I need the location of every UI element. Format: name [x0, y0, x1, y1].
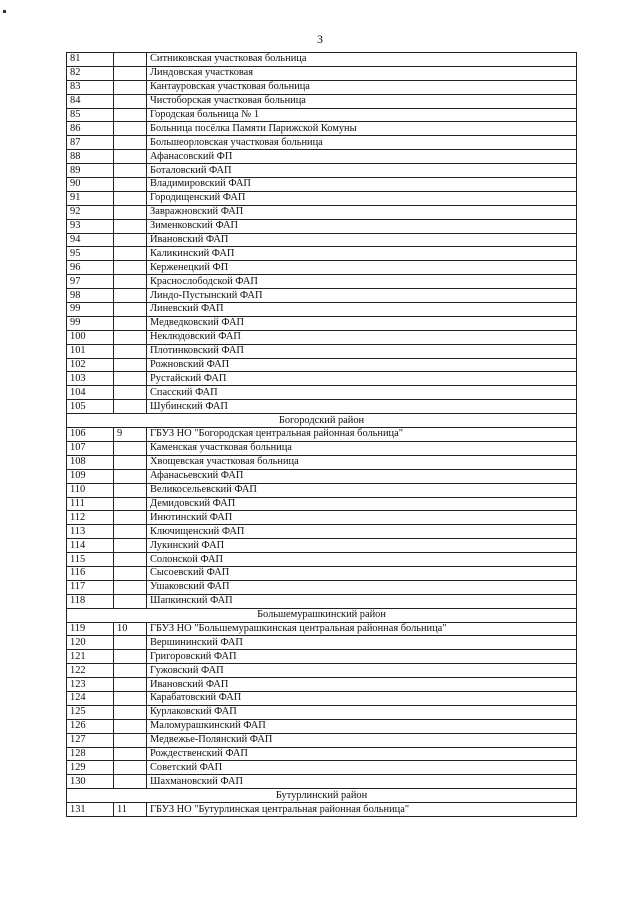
- table-row: [67, 455, 577, 469]
- table-row: [67, 386, 577, 400]
- row-number: 108: [67, 455, 114, 469]
- row-number: 130: [67, 775, 114, 789]
- district-number: [114, 205, 147, 219]
- table-row: [67, 66, 577, 80]
- facility-name: Хвощевская участковая больница: [147, 455, 577, 469]
- facility-name: Завражновский ФАП: [147, 205, 577, 219]
- district-number: [114, 150, 147, 164]
- table-row: [67, 497, 577, 511]
- row-number: 105: [67, 400, 114, 414]
- district-number: [114, 358, 147, 372]
- table-row: [67, 469, 577, 483]
- row-number: 117: [67, 580, 114, 594]
- row-number: 109: [67, 469, 114, 483]
- row-number: 83: [67, 80, 114, 94]
- facility-name: Спасский ФАП: [147, 386, 577, 400]
- table-row: [67, 344, 577, 358]
- facility-name: Городская больница № 1: [147, 108, 577, 122]
- row-number: 91: [67, 191, 114, 205]
- facility-name: Медведковский ФАП: [147, 316, 577, 330]
- table-row: [67, 636, 577, 650]
- table-row: [67, 289, 577, 303]
- facility-name: Плотинковский ФАП: [147, 344, 577, 358]
- table-row: [67, 122, 577, 136]
- district-number: [114, 539, 147, 553]
- table-row: [67, 525, 577, 539]
- district-number: [114, 386, 147, 400]
- row-number: 125: [67, 705, 114, 719]
- row-number: 131: [67, 803, 114, 817]
- table-row: [67, 622, 577, 636]
- row-number: 116: [67, 566, 114, 580]
- district-number: [114, 53, 147, 67]
- row-number: 112: [67, 511, 114, 525]
- district-number: [114, 108, 147, 122]
- facility-name: Рождественский ФАП: [147, 747, 577, 761]
- facility-name: Линдовская участковая: [147, 66, 577, 80]
- facility-name: ГБУЗ НО "Бутурлинская центральная районная больница": [147, 803, 577, 817]
- district-number: [114, 566, 147, 580]
- row-number: 114: [67, 539, 114, 553]
- row-number: 82: [67, 66, 114, 80]
- table-row: [67, 247, 577, 261]
- district-number: [114, 344, 147, 358]
- facility-name: Григоровский ФАП: [147, 650, 577, 664]
- row-number: 106: [67, 428, 114, 442]
- facility-name: Кантауровская участковая больница: [147, 80, 577, 94]
- district-number: [114, 664, 147, 678]
- facility-name: Шубинский ФАП: [147, 400, 577, 414]
- facility-name: Зименковский ФАП: [147, 219, 577, 233]
- facility-name: Солонской ФАП: [147, 553, 577, 567]
- district-number: 11: [114, 803, 147, 817]
- facility-name: Больница посёлка Памяти Парижской Комуны: [147, 122, 577, 136]
- district-header-row: [67, 608, 577, 622]
- table-row: [67, 747, 577, 761]
- facility-name: Ситниковская участковая больница: [147, 53, 577, 67]
- table-row: [67, 303, 577, 317]
- district-number: [114, 94, 147, 108]
- table-row: [67, 275, 577, 289]
- district-number: [114, 580, 147, 594]
- table-row: [67, 233, 577, 247]
- facility-name: Великосельевский ФАП: [147, 483, 577, 497]
- table-row: [67, 261, 577, 275]
- row-number: 92: [67, 205, 114, 219]
- facility-name: Рустайский ФАП: [147, 372, 577, 386]
- row-number: 101: [67, 344, 114, 358]
- district-number: [114, 400, 147, 414]
- row-number: 119: [67, 622, 114, 636]
- facility-name: Сысоевский ФАП: [147, 566, 577, 580]
- row-number: 99: [67, 316, 114, 330]
- district-number: [114, 164, 147, 178]
- table-row: [67, 316, 577, 330]
- district-number: [114, 247, 147, 261]
- facility-name: Шахмановский ФАП: [147, 775, 577, 789]
- row-number: 96: [67, 261, 114, 275]
- facilities-table: [66, 52, 577, 817]
- facility-name: Чистоборская участковая больница: [147, 94, 577, 108]
- row-number: 94: [67, 233, 114, 247]
- district-number: [114, 289, 147, 303]
- facility-name: Афанасьевский ФАП: [147, 469, 577, 483]
- district-header-row: [67, 789, 577, 803]
- table-row: [67, 94, 577, 108]
- table-row: [67, 803, 577, 817]
- district-number: [114, 719, 147, 733]
- table-row: [67, 191, 577, 205]
- facility-name: Советский ФАП: [147, 761, 577, 775]
- district-number: [114, 66, 147, 80]
- table-row: [67, 80, 577, 94]
- row-number: 97: [67, 275, 114, 289]
- table-row: [67, 594, 577, 608]
- facility-name: Курлаковский ФАП: [147, 705, 577, 719]
- table-row: [67, 330, 577, 344]
- district-number: [114, 455, 147, 469]
- facility-name: Неклюдовский ФАП: [147, 330, 577, 344]
- facility-name: ГБУЗ НО "Богородская центральная районная больница": [147, 428, 577, 442]
- district-number: [114, 191, 147, 205]
- table-row: [67, 136, 577, 150]
- row-number: 102: [67, 358, 114, 372]
- facility-name: Городищенский ФАП: [147, 191, 577, 205]
- row-number: 84: [67, 94, 114, 108]
- row-number: 93: [67, 219, 114, 233]
- table-row: [67, 219, 577, 233]
- table-row: [67, 428, 577, 442]
- row-number: 98: [67, 289, 114, 303]
- district-number: [114, 761, 147, 775]
- district-number: [114, 775, 147, 789]
- table-row: [67, 553, 577, 567]
- table-row: [67, 150, 577, 164]
- row-number: 110: [67, 483, 114, 497]
- district-name: Большемурашкинский район: [67, 608, 577, 622]
- district-number: [114, 469, 147, 483]
- facility-name: Каменская участковая больница: [147, 441, 577, 455]
- table-row: [67, 441, 577, 455]
- row-number: 121: [67, 650, 114, 664]
- table-row: [67, 483, 577, 497]
- table-row: [67, 719, 577, 733]
- facility-name: Ушаковский ФАП: [147, 580, 577, 594]
- facility-name: Лукинский ФАП: [147, 539, 577, 553]
- table-row: [67, 566, 577, 580]
- row-number: 111: [67, 497, 114, 511]
- row-number: 123: [67, 678, 114, 692]
- table-row: [67, 761, 577, 775]
- table-row: [67, 511, 577, 525]
- facility-name: Каликинский ФАП: [147, 247, 577, 261]
- scan-mark: [3, 10, 6, 13]
- table-row: [67, 705, 577, 719]
- facility-name: Краснослободской ФАП: [147, 275, 577, 289]
- facility-name: Керженецкий ФП: [147, 261, 577, 275]
- table-row: [67, 358, 577, 372]
- row-number: 87: [67, 136, 114, 150]
- facility-name: Вершининский ФАП: [147, 636, 577, 650]
- table-row: [67, 678, 577, 692]
- row-number: 118: [67, 594, 114, 608]
- row-number: 115: [67, 553, 114, 567]
- facility-name: Боталовский ФАП: [147, 164, 577, 178]
- table-row: [67, 178, 577, 192]
- district-header-row: [67, 414, 577, 428]
- table-row: [67, 205, 577, 219]
- page-number: 3: [317, 32, 323, 46]
- district-number: [114, 261, 147, 275]
- table-row: [67, 580, 577, 594]
- row-number: 129: [67, 761, 114, 775]
- district-number: [114, 705, 147, 719]
- row-number: 127: [67, 733, 114, 747]
- district-number: [114, 441, 147, 455]
- district-number: [114, 636, 147, 650]
- facility-name: Ивановский ФАП: [147, 678, 577, 692]
- district-number: [114, 678, 147, 692]
- row-number: 86: [67, 122, 114, 136]
- district-number: [114, 553, 147, 567]
- table-row: [67, 664, 577, 678]
- table-row: [67, 400, 577, 414]
- facilities-table-body: [67, 53, 577, 817]
- row-number: 122: [67, 664, 114, 678]
- district-number: [114, 497, 147, 511]
- district-number: [114, 178, 147, 192]
- district-number: 10: [114, 622, 147, 636]
- facility-name: Инютинский ФАП: [147, 511, 577, 525]
- facility-name: Владимировский ФАП: [147, 178, 577, 192]
- facility-name: Линдо-Пустынский ФАП: [147, 289, 577, 303]
- district-number: [114, 233, 147, 247]
- district-number: [114, 747, 147, 761]
- district-number: [114, 650, 147, 664]
- facility-name: Карабатовский ФАП: [147, 691, 577, 705]
- table-row: [67, 164, 577, 178]
- district-number: [114, 136, 147, 150]
- facility-name: Шапкинский ФАП: [147, 594, 577, 608]
- row-number: 89: [67, 164, 114, 178]
- row-number: 107: [67, 441, 114, 455]
- district-number: [114, 525, 147, 539]
- row-number: 126: [67, 719, 114, 733]
- district-number: [114, 122, 147, 136]
- district-number: [114, 733, 147, 747]
- row-number: 90: [67, 178, 114, 192]
- row-number: 128: [67, 747, 114, 761]
- district-name: Богородский район: [67, 414, 577, 428]
- facility-name: Медвежье-Полянский ФАП: [147, 733, 577, 747]
- facility-name: ГБУЗ НО "Большемурашкинская центральная районная больница": [147, 622, 577, 636]
- district-number: [114, 316, 147, 330]
- table-row: [67, 691, 577, 705]
- district-number: [114, 275, 147, 289]
- district-number: 9: [114, 428, 147, 442]
- table-row: [67, 539, 577, 553]
- row-number: 104: [67, 386, 114, 400]
- facility-name: Маломурашкинский ФАП: [147, 719, 577, 733]
- row-number: 113: [67, 525, 114, 539]
- row-number: 81: [67, 53, 114, 67]
- row-number: 120: [67, 636, 114, 650]
- row-number: 103: [67, 372, 114, 386]
- district-number: [114, 483, 147, 497]
- facility-name: Ивановский ФАП: [147, 233, 577, 247]
- facility-name: Линевский ФАП: [147, 303, 577, 317]
- table-row: [67, 53, 577, 67]
- row-number: 99: [67, 303, 114, 317]
- facility-name: Ключищенский ФАП: [147, 525, 577, 539]
- facility-name: Большеорловская участковая больница: [147, 136, 577, 150]
- district-number: [114, 219, 147, 233]
- district-number: [114, 330, 147, 344]
- district-number: [114, 303, 147, 317]
- table-row: [67, 733, 577, 747]
- table-row: [67, 372, 577, 386]
- table-row: [67, 775, 577, 789]
- row-number: 95: [67, 247, 114, 261]
- row-number: 100: [67, 330, 114, 344]
- table-row: [67, 108, 577, 122]
- district-name: Бутурлинский район: [67, 789, 577, 803]
- facility-name: Афанасовский ФП: [147, 150, 577, 164]
- district-number: [114, 594, 147, 608]
- facility-name: Рожновский ФАП: [147, 358, 577, 372]
- row-number: 85: [67, 108, 114, 122]
- district-number: [114, 691, 147, 705]
- facility-name: Гужовский ФАП: [147, 664, 577, 678]
- row-number: 124: [67, 691, 114, 705]
- district-number: [114, 372, 147, 386]
- row-number: 88: [67, 150, 114, 164]
- table-row: [67, 650, 577, 664]
- district-number: [114, 80, 147, 94]
- facility-name: Демидовский ФАП: [147, 497, 577, 511]
- district-number: [114, 511, 147, 525]
